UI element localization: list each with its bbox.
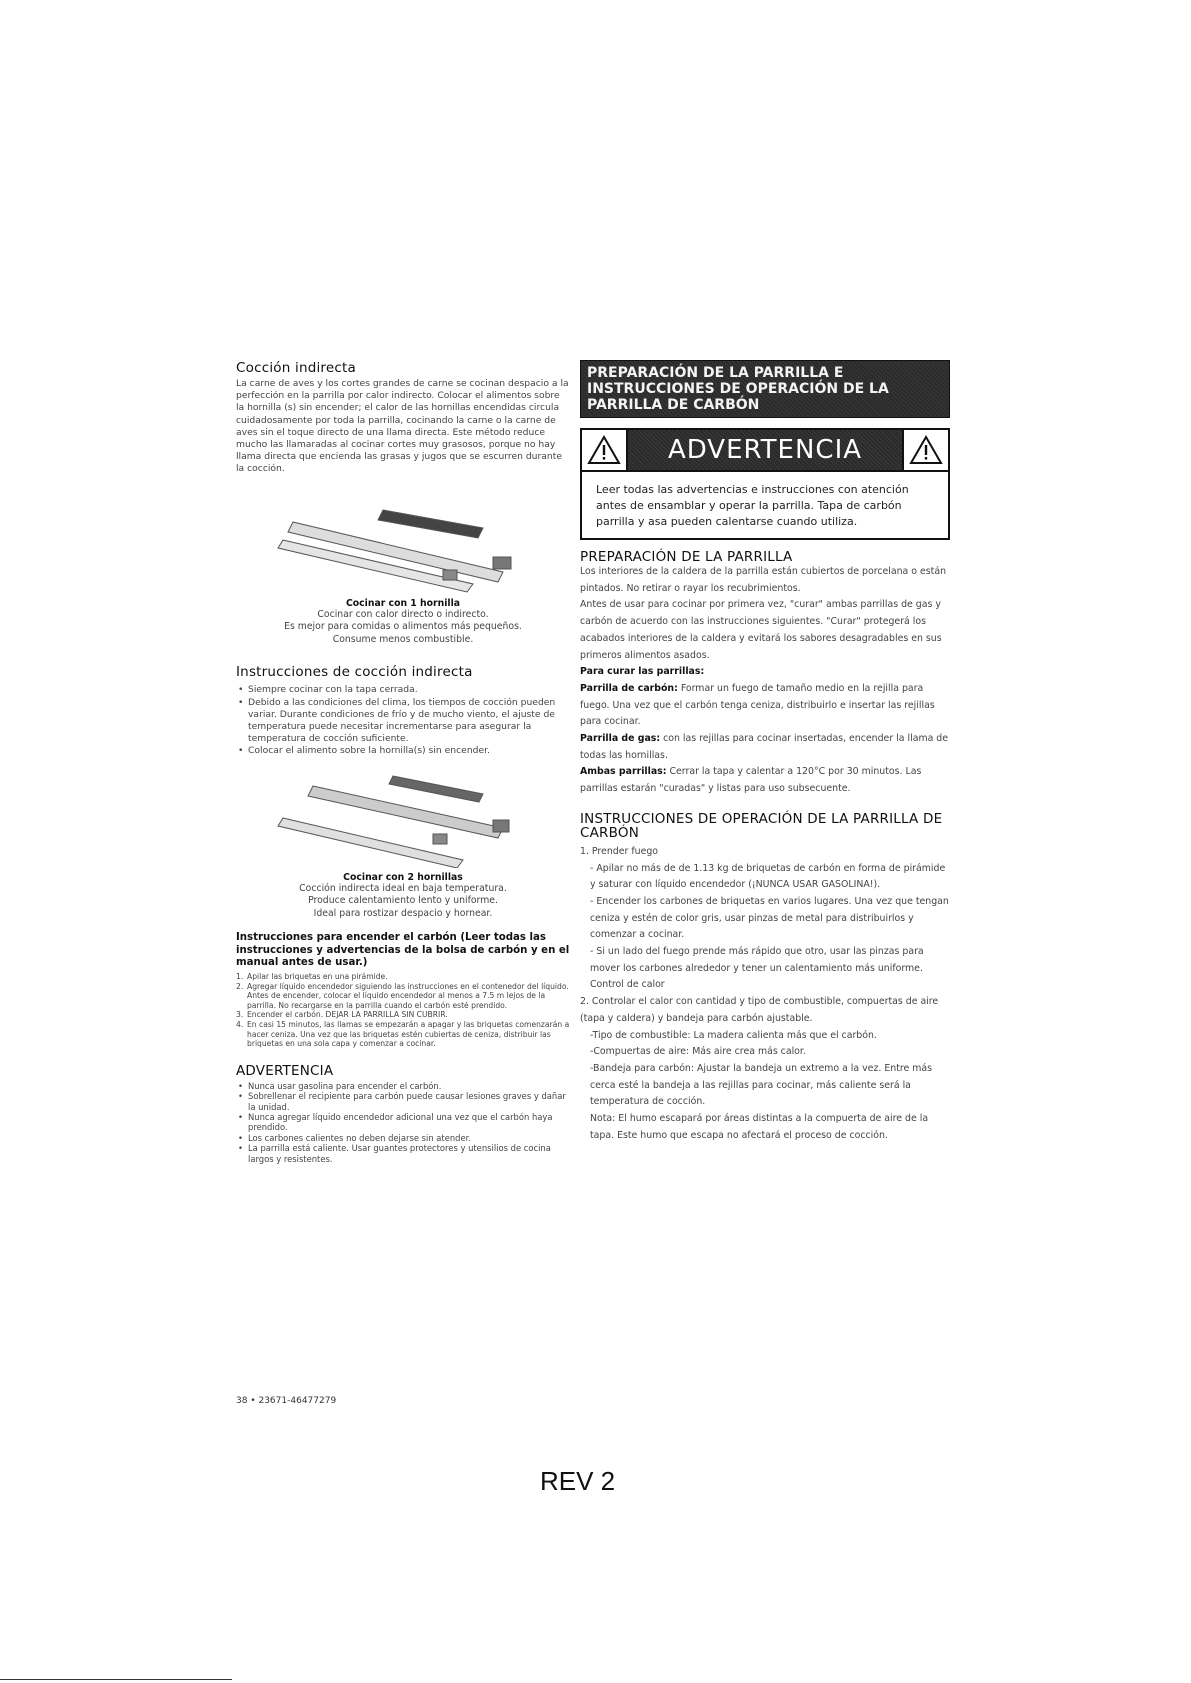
figure1-caption	[236, 598, 570, 647]
list-item: - Apilar no más de de 1.13 kg de briquetas de carbón en forma de pirámide y saturar con líquido encendedor (¡NUNCA USAR GASOLINA!).	[590, 862, 946, 891]
figure1-title: Cocinar con 1 hornilla	[345, 597, 461, 609]
list-item: • Nunca usar gasolina para encender el carbón.	[248, 1081, 570, 1091]
figure2-caption	[236, 872, 570, 921]
list-item: • Sobrellenar el recipiente para carbón puede causar lesiones graves y dañar la unidad.	[248, 1091, 570, 1112]
list-item: 4. En casi 15 minutos, las llamas se empezarán a apagar y las briquetas comenzarán a hacer ceniza. Una vez que las briquetas estén cubiertas de ceniza, distribuir las briquetas en una sola capa y comenzar a cocinar.	[236, 1019, 570, 1049]
figure2-line: Ideal para rostizar despacio y hornear.	[313, 907, 493, 919]
warning-triangle-icon	[582, 430, 628, 470]
burner-illustration-2	[253, 772, 553, 868]
ops-list	[580, 844, 950, 1145]
figure2-title: Cocinar con 2 hornillas	[343, 871, 463, 883]
warning-header	[582, 430, 948, 472]
list-item: • Debido a las condiciones del clima, los tiempos de cocción pueden variar. Durante condiciones de frío y de mucho viento, el ajuste de temperatura puede necesitar incrementarse para asegurar la temperatura de cocción suficiente.	[248, 697, 570, 746]
cure-title: Para curar las parrillas:	[580, 666, 705, 678]
section-title-indirect: Cocción indirecta	[236, 360, 356, 376]
section-title-indirect-instructions: Instrucciones de cocción indirecta	[236, 664, 473, 681]
revision-label: REV 2	[540, 1466, 616, 1496]
list-item: - Si un lado del fuego prende más rápido que otro, usar las pinzas para mover los carbones alrededor y tener un calentamiento más uniforme.	[590, 946, 924, 974]
ops-title: INSTRUCCIONES DE OPERACIÓN DE LA PARRILLA DE CARBÓN	[580, 810, 943, 841]
list-item: - Encender los carbones de briquetas en varios lugares. Una vez que tengan ceniza y estén de color gris, usar pinzas de metal para distribuirlos y comenzar a cocinar.	[590, 895, 949, 941]
page-footer: 38 • 23671-46477279	[236, 1396, 337, 1406]
list-item: • Nunca agregar líquido encendedor adicional una vez que el carbón haya prendido.	[248, 1112, 570, 1133]
cure-both: Ambas parrillas: Cerrar la tapa y calentar a 120°C por 30 minutos. Las parrillas estarán "curadas" y listas para uso subsecuente.	[580, 766, 922, 795]
prep-title: PREPARACIÓN DE LA PARRILLA	[580, 549, 793, 565]
charcoal-lighting-steps	[236, 972, 570, 1049]
indirect-description: La carne de aves y los cortes grandes de carne se cocinan despacio a la perfección en la parrilla por calor indirecto. Colocar el alimentos sobre la hornilla (s) sin encender; el calor de las hornillas encendidas circula cuidadosamente por toda la parrilla, cocinando la carne o la carne de aves sin el toque directo de una llama directa. Este método reduce mucho las llamaradas al cocinar cortes muy grasosos, porque no hay llama directa que encienda las grasas y jugos que se escurren durante la cocción.	[236, 378, 569, 475]
list-item: -Bandeja para carbón: Ajustar la bandeja un extremo a la vez. Entre más cerca esté la bandeja a las rejillas para cocinar, más caliente será la temperatura de cocción.	[590, 1062, 933, 1108]
list-item: 2. Agregar líquido encendedor siguiendo las instrucciones en el contenedor del líquido. Antes de encender, colocar el líquido encendedor al menos a 7.5 m lejos de la parrilla. No recargarse en la parrilla cuando el carbón esté prendido.	[236, 981, 569, 1010]
list-item: 3. Encender el carbón. DEJAR LA PARRILLA SIN CUBRIR.	[236, 1010, 448, 1020]
list-item: 1. Prender fuego	[580, 845, 659, 857]
left-column	[236, 360, 570, 1164]
list-item: • La parrilla está caliente. Usar guantes protectores y utensilios de cocina largos y resistentes.	[248, 1143, 570, 1164]
right-column	[580, 360, 950, 1145]
figure1-line: Consume menos combustible.	[332, 633, 474, 645]
warning-title: ADVERTENCIA	[236, 1062, 334, 1079]
prep-paragraph: Antes de usar para cocinar por primera vez, "curar" ambas parrillas de gas y carbón de acuerdo con las instrucciones siguientes. "Curar" protegerá los acabados interiores de la caldera y evitará los sabores desagradables en sus primeros alimentos asados.	[580, 599, 942, 661]
burner-illustration-1	[253, 502, 553, 594]
charcoal-lighting-title: Instrucciones para encender el carbón (Leer todas las instrucciones y advertencias de la bolsa de carbón y en el manual antes de usar.)	[236, 932, 570, 968]
indirect-instructions-list	[236, 684, 570, 757]
figure1-line: Cocinar con calor directo o indirecto.	[317, 608, 489, 620]
list-item: • Colocar el alimento sobre la hornilla(s) sin encender.	[248, 745, 570, 757]
warning-box	[580, 428, 950, 540]
list-item: 1. Apilar las briquetas en una pirámide.	[236, 972, 388, 982]
list-item: Control de calor	[590, 979, 665, 991]
list-item: Nota: El humo escapará por áreas distintas a la compuerta de aire de la tapa. Este humo que escapa no afectará el proceso de cocción.	[590, 1113, 929, 1141]
prep-paragraph: Los interiores de la caldera de la parrilla están cubiertos de porcelana o están pintados. No retirar o rayar los recubrimientos.	[580, 566, 947, 594]
figure2-line: Produce calentamiento lento y uniforme.	[308, 895, 498, 907]
cure-charcoal: Parrilla de carbón: Formar un fuego de tamaño medio en la rejilla para fuego. Una vez que el carbón tenga ceniza, distribuirlo e insertar las rejillas para cocinar.	[580, 682, 935, 728]
list-item: -Compuertas de aire: Más aire crea más calor.	[590, 1046, 806, 1058]
list-item: • Siempre cocinar con la tapa cerrada.	[248, 684, 570, 696]
list-item: -Tipo de combustible: La madera calienta más que el carbón.	[590, 1029, 877, 1041]
warning-list	[236, 1081, 570, 1164]
warning-word: ADVERTENCIA	[628, 430, 902, 470]
figure2-line: Cocción indirecta ideal en baja temperatura.	[299, 882, 507, 894]
bottom-rule	[0, 1679, 232, 1680]
figure1-line: Es mejor para comidas o alimentos más pequeños.	[284, 621, 522, 633]
cure-gas: Parrilla de gas: con las rejillas para cocinar insertadas, encender la llama de todas las hornillas.	[580, 733, 949, 761]
list-item: 2. Controlar el calor con cantidad y tipo de combustible, compuertas de aire (tapa y caldera) y bandeja para carbón ajustable.	[580, 996, 939, 1024]
warning-text: Leer todas las advertencias e instrucciones con atención antes de ensamblar y operar la parrilla. Tapa de carbón parrilla y asa pueden calentarse cuando utiliza.	[596, 483, 909, 528]
list-item: • Los carbones calientes no deben dejarse sin atender.	[248, 1133, 570, 1143]
warning-triangle-icon	[902, 430, 948, 470]
section-banner: PREPARACIÓN DE LA PARRILLA E INSTRUCCIONES DE OPERACIÓN DE LA PARRILLA DE CARBÓN	[580, 360, 950, 418]
